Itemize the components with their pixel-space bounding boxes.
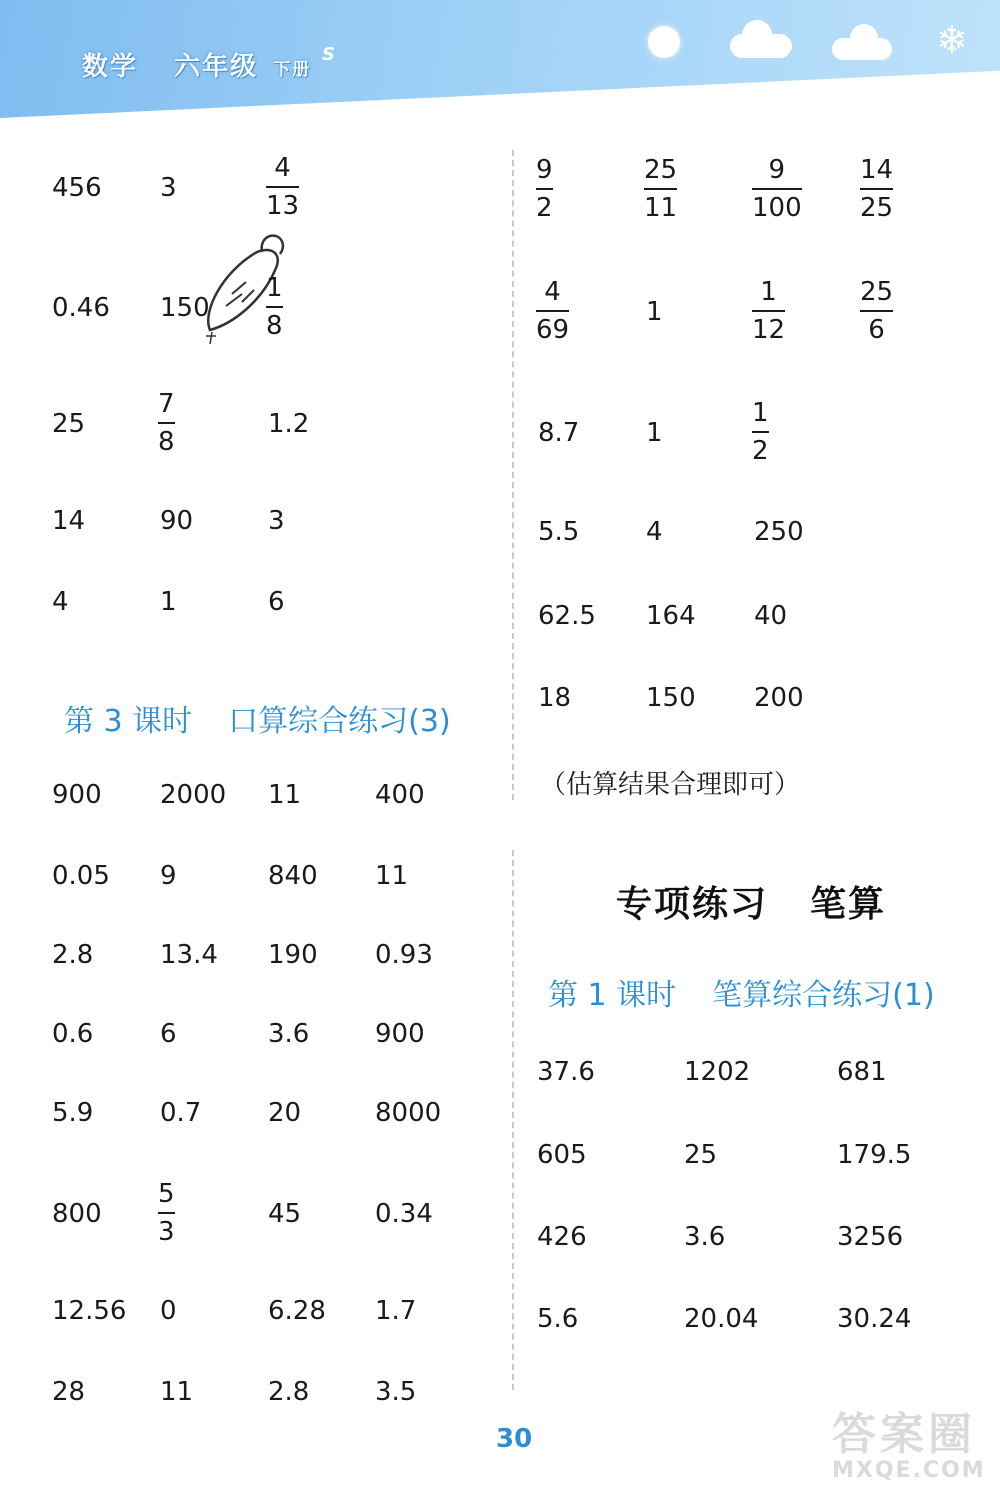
- watermark-line2: MXQE.COM: [832, 1458, 986, 1483]
- answer-value: 40: [754, 601, 788, 631]
- estimate-note: （估算结果合理即可）: [540, 770, 801, 800]
- denominator: 2: [752, 436, 769, 466]
- answer-value: 1.7: [375, 1296, 417, 1326]
- answer-value: 14: [52, 506, 86, 536]
- answer-value: 11: [375, 861, 409, 891]
- fraction-answer: [752, 154, 802, 224]
- answer-value: 12.56: [52, 1296, 127, 1326]
- denominator: 8: [266, 311, 283, 341]
- numerator: 1: [266, 273, 283, 303]
- denominator: 69: [536, 315, 570, 345]
- column-divider: [512, 150, 514, 800]
- column-divider: [512, 850, 514, 1390]
- fraction-answer: [158, 1178, 175, 1248]
- answer-value: 9: [160, 861, 177, 891]
- answer-value: 6.28: [268, 1296, 326, 1326]
- cloud-icon: [730, 34, 792, 58]
- fraction-bar: [752, 188, 802, 190]
- fraction-bar: [536, 310, 569, 312]
- watermark-line1: 答案圈: [832, 1409, 976, 1460]
- chapter-title-part2: 笔算: [810, 884, 887, 925]
- answer-value: 8.7: [538, 418, 580, 448]
- answer-value: 37.6: [537, 1057, 595, 1087]
- fraction-answer: [266, 272, 283, 342]
- answer-value: 4: [646, 517, 663, 547]
- answer-value: 456: [52, 173, 102, 203]
- numerator: 9: [768, 155, 786, 185]
- fraction-answer: [158, 388, 175, 458]
- answer-value: 605: [537, 1140, 587, 1170]
- page-number: 30: [496, 1424, 533, 1454]
- answer-value: 3256: [837, 1222, 904, 1252]
- answer-value: 0.46: [52, 293, 110, 323]
- fraction-answer: [860, 276, 893, 346]
- numerator: 4: [274, 153, 291, 183]
- denominator: 6: [868, 315, 885, 345]
- numerator: 25: [860, 277, 894, 307]
- answer-value: 90: [160, 506, 194, 536]
- denominator: 100: [752, 193, 802, 223]
- answer-value: 28: [52, 1377, 86, 1407]
- subject-label: 数学: [82, 52, 139, 82]
- answer-value: 681: [837, 1057, 887, 1087]
- fraction-bar: [860, 310, 893, 312]
- answer-value: 45: [268, 1199, 302, 1229]
- answer-value: 400: [375, 780, 425, 810]
- grade-label: 六年级: [174, 52, 259, 82]
- denominator: 25: [860, 193, 894, 223]
- answer-value: 5.5: [538, 517, 580, 547]
- lesson-heading-right: [548, 970, 935, 1014]
- answer-value: 3.6: [684, 1222, 726, 1252]
- cloud-icon: [832, 38, 892, 60]
- answer-value: 190: [268, 940, 318, 970]
- watermark: [832, 1398, 986, 1483]
- numerator: 1: [760, 277, 777, 307]
- answer-value: 2.8: [52, 940, 94, 970]
- answer-value: 0.34: [375, 1199, 433, 1229]
- answer-value: 1: [646, 418, 663, 448]
- fraction-answer: [752, 397, 769, 467]
- numerator: 4: [544, 277, 561, 307]
- answer-value: 3.6: [268, 1019, 310, 1049]
- answer-value: 1202: [684, 1057, 751, 1087]
- fraction-bar: [644, 188, 677, 190]
- answer-value: 179.5: [837, 1140, 912, 1170]
- denominator: 2: [536, 193, 553, 223]
- answer-value: 30.24: [837, 1304, 912, 1334]
- answer-value: 20.04: [684, 1304, 759, 1334]
- answer-value: 1: [160, 587, 177, 617]
- answer-value: 6: [268, 587, 285, 617]
- answer-value: 840: [268, 861, 318, 891]
- fraction-bar: [158, 1212, 175, 1214]
- answer-value: 62.5: [538, 601, 596, 631]
- answer-value: 25: [52, 409, 86, 439]
- sun-icon: [648, 26, 680, 58]
- book-title: [82, 46, 311, 83]
- answer-value: 20: [268, 1098, 302, 1128]
- answer-value: 2000: [160, 780, 227, 810]
- answer-value: 800: [52, 1199, 102, 1229]
- answer-value: 13.4: [160, 940, 218, 970]
- answer-value: 164: [646, 601, 696, 631]
- fraction-answer: [536, 154, 553, 224]
- denominator: 11: [644, 193, 678, 223]
- answer-value: 150: [646, 683, 696, 713]
- answer-value: 5.6: [537, 1304, 579, 1334]
- volume-label: 下册: [273, 60, 312, 80]
- answer-value: 3: [160, 173, 177, 203]
- answer-value: 5.9: [52, 1098, 94, 1128]
- lesson-heading-left: [64, 696, 451, 740]
- denominator: 13: [266, 191, 300, 221]
- numerator: 14: [860, 155, 894, 185]
- answer-value: 250: [754, 517, 804, 547]
- answer-value: 900: [375, 1019, 425, 1049]
- answer-value: 200: [754, 683, 804, 713]
- answer-value: 1: [646, 297, 663, 327]
- lesson-number: 第 1 课时: [548, 978, 677, 1013]
- answer-value: 426: [537, 1222, 587, 1252]
- fraction-bar: [752, 431, 769, 433]
- fraction-answer: [644, 154, 677, 224]
- chapter-title: [616, 876, 886, 927]
- fraction-answer: [752, 276, 785, 346]
- fraction-answer: [536, 276, 569, 346]
- answer-value: 1.2: [268, 409, 310, 439]
- answer-value: 0.93: [375, 940, 433, 970]
- fraction-bar: [536, 188, 553, 190]
- fraction-bar: [752, 310, 785, 312]
- denominator: 3: [158, 1217, 175, 1247]
- answer-value: 2.8: [268, 1377, 310, 1407]
- lesson-number: 第 3 课时: [64, 704, 193, 739]
- answer-value: 25: [684, 1140, 718, 1170]
- answer-value: 150: [160, 293, 210, 323]
- answer-value: 900: [52, 780, 102, 810]
- fraction-bar: [266, 186, 299, 188]
- answer-value: 3: [268, 506, 285, 536]
- answer-value: 3.5: [375, 1377, 417, 1407]
- fraction-answer: [860, 154, 893, 224]
- publisher-logo: S: [322, 44, 335, 65]
- numerator: 25: [644, 155, 678, 185]
- answer-value: 6: [160, 1019, 177, 1049]
- answer-value: 4: [52, 587, 69, 617]
- answer-value: 11: [268, 780, 302, 810]
- chapter-title-part1: 专项练习: [616, 884, 769, 925]
- lesson-name: 口算综合练习(3): [228, 704, 451, 739]
- answer-value: 0: [160, 1296, 177, 1326]
- denominator: 12: [752, 315, 786, 345]
- answer-value: 8000: [375, 1098, 442, 1128]
- snowflake-icon: ❄: [936, 18, 968, 62]
- numerator: 1: [752, 398, 769, 428]
- numerator: 9: [536, 155, 553, 185]
- answer-value: 0.6: [52, 1019, 94, 1049]
- answer-value: 11: [160, 1377, 194, 1407]
- fraction-bar: [266, 306, 283, 308]
- fraction-bar: [860, 188, 893, 190]
- numerator: 5: [158, 1179, 175, 1209]
- numerator: 7: [158, 389, 175, 419]
- denominator: 8: [158, 427, 175, 457]
- lesson-name: 笔算综合练习(1): [712, 978, 935, 1013]
- fraction-answer: [266, 152, 299, 222]
- answer-value: 0.05: [52, 861, 110, 891]
- fraction-bar: [158, 422, 175, 424]
- answer-value: 18: [538, 683, 572, 713]
- answer-value: 0.7: [160, 1098, 202, 1128]
